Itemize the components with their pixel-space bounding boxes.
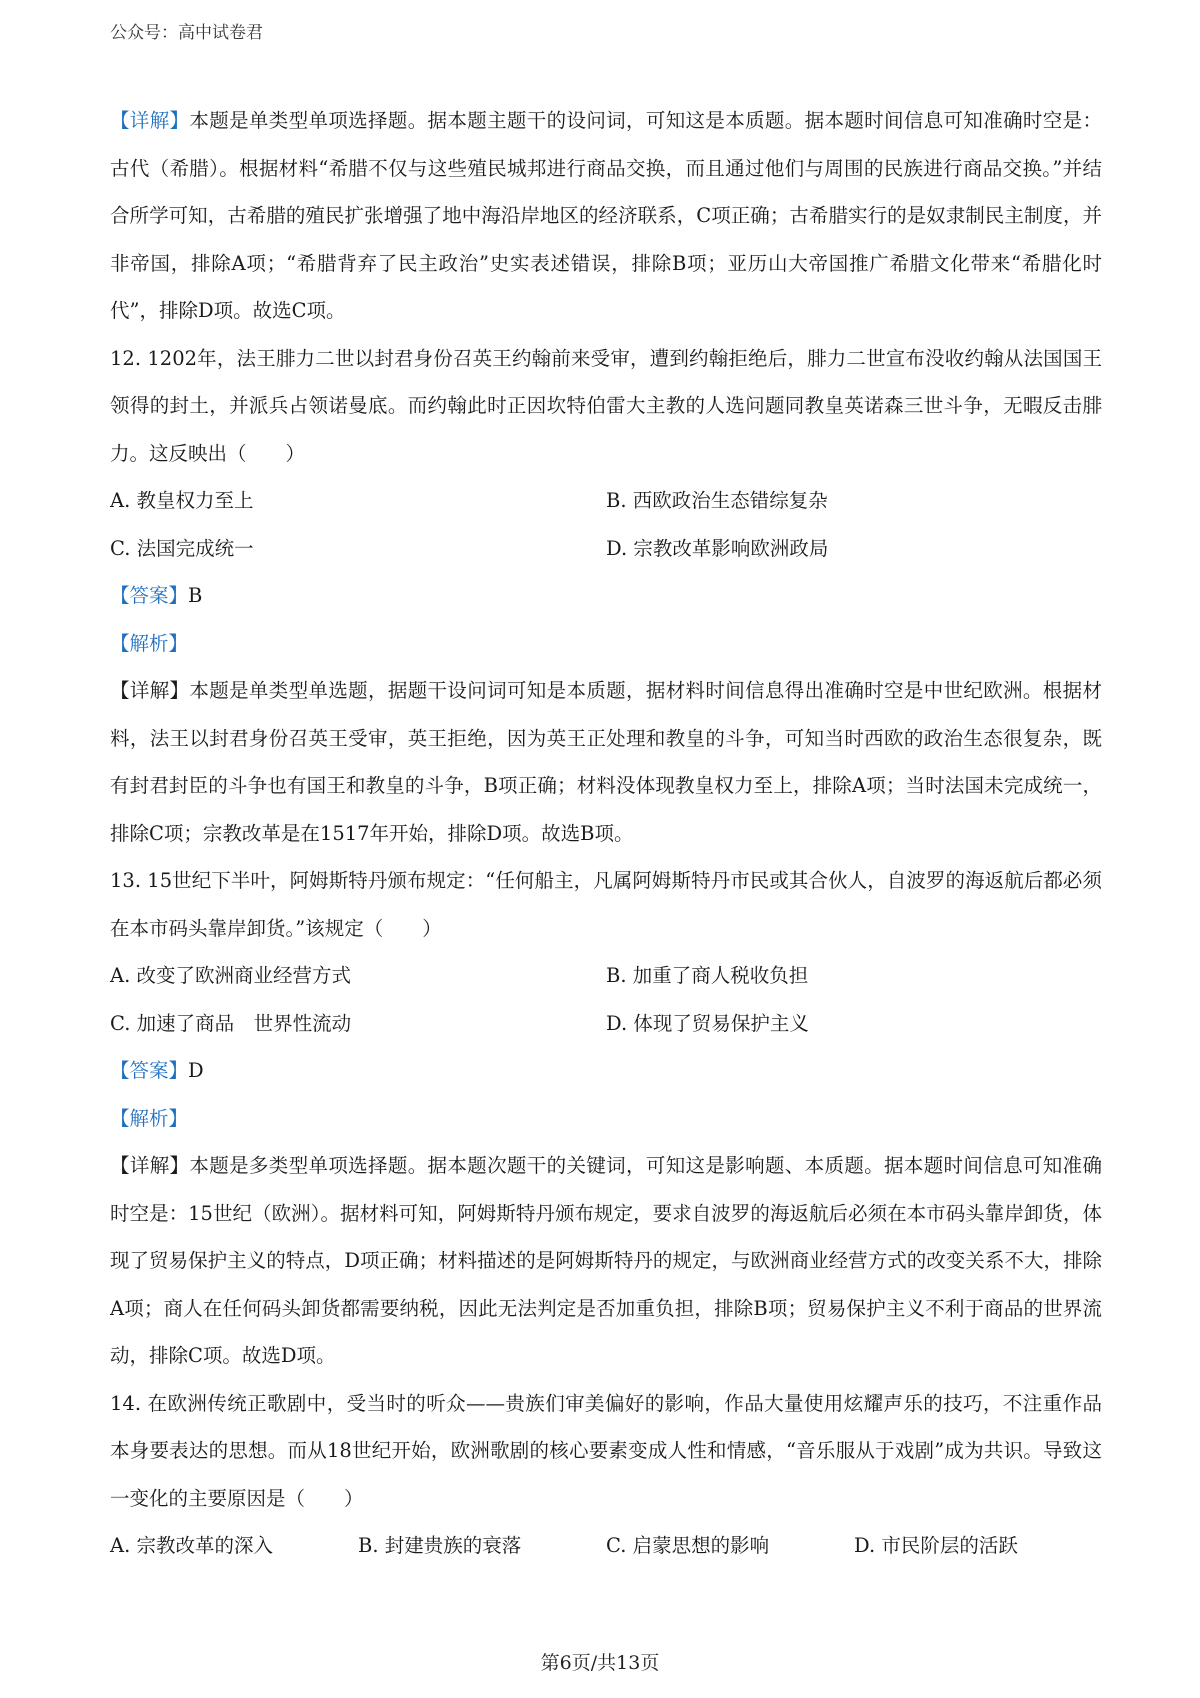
detail-text: 本题是单类型单项选择题。据本题主题干的设问词，可知这是本质题。据本题时间信息可知准确时空是：古代（希腊）。根据材料“希腊不仅与这些殖民城邦进行商品交换，而且通过他们与周围的民族进行商品交换。”并结合所学可知，古希腊的殖民扩张增强了地中海沿岸地区的经济联系，C项正确；古希腊实行的是奴隶制民主制度，并非帝国，排除A项；“希腊背弃了民主政治”史实表述错误，排除B项；亚历山大帝国推广希腊文化带来“希腊化时代”，排除D项。故选C项。 bbox=[110, 109, 1102, 322]
analysis-tag: 【解析】 bbox=[110, 631, 189, 655]
option-c: C. 加速了商品 世界性流动 bbox=[110, 1011, 352, 1035]
q12-stem: 12. 1202年，法王腓力二世以封君身份召英王约翰前来受审，遭到约翰拒绝后，腓力二世宣布没收约翰从法国国王领得的封土，并派兵占领诺曼底。而约翰此时正因坎特伯雷大主教的人选问题同教皇英诺森三世斗争，无暇反击腓力。这反映出（ ） bbox=[110, 346, 1102, 465]
q13-analysis bbox=[110, 1095, 1102, 1143]
option-d: D. 市民阶层的活跃 bbox=[854, 1534, 1018, 1557]
option-a: A. 教皇权力至上 bbox=[110, 489, 254, 512]
q13-options bbox=[110, 952, 1102, 1047]
option-b: B. 加重了商人税收负担 bbox=[606, 964, 809, 987]
answer-value: D bbox=[188, 1059, 204, 1082]
option-d: D. 体现了贸易保护主义 bbox=[606, 1011, 809, 1035]
q12-analysis bbox=[110, 620, 1102, 668]
detail-text: 本题是多类型单项选择题。据本题次题干的关键词，可知这是影响题、本质题。据本题时间信息可知准确时空是：15世纪（欧洲）。据材料可知，阿姆斯特丹颁布规定，要求自波罗的海返航后必须在本市码头靠岸卸货，体现了贸易保护主义的特点，D项正确；材料描述的是阿姆斯特丹的规定，与欧洲商业经营方式的改变关系不大，排除A项；商人在任何码头卸货都需要纳税，因此无法判定是否加重负担，排除B项；贸易保护主义不利于商品的世界流动，排除C项。故选D项。 bbox=[110, 1154, 1102, 1367]
q14-options bbox=[110, 1522, 1102, 1570]
account-header: 公众号：高中试卷君 bbox=[110, 23, 263, 43]
q13-stem: 13. 15世纪下半叶，阿姆斯特丹颁布规定：“任何船主，凡属阿姆斯特丹市民或其合伙人，自波罗的海返航后都必须在本市码头靠岸卸货。”该规定（ ） bbox=[110, 869, 1102, 940]
option-d: D. 宗教改革影响欧洲政局 bbox=[606, 536, 829, 560]
answer-tag: 【答案】 bbox=[110, 584, 189, 607]
q14-stem: 14. 在欧洲传统正歌剧中，受当时的听众——贵族们审美偏好的影响，作品大量使用炫耀声乐的技巧，不注重作品本身要表达的思想。而从18世纪开始，欧洲歌剧的核心要素变成人性和情感，“音乐服从于戏剧”成为共识。导致这一变化的主要原因是（ ） bbox=[110, 1391, 1102, 1510]
option-c: C. 法国完成统一 bbox=[110, 536, 254, 560]
option-b: B. 封建贵族的衰落 bbox=[358, 1534, 522, 1557]
q12-options bbox=[110, 477, 1102, 572]
option-a: A. 宗教改革的深入 bbox=[110, 1534, 273, 1557]
page-number: 第6页/共13页 bbox=[540, 1652, 660, 1674]
analysis-tag: 【解析】 bbox=[110, 1106, 189, 1130]
detail-text: 本题是单类型单选题，据题干设问词可知是本质题，据材料时间信息得出准确时空是中世纪欧洲。根据材料，法王以封君身份召英王受审，英王拒绝，因为英王正处理和教皇的斗争，可知当时西欧的政治生态很复杂，既有封君封臣的斗争也有国王和教皇的斗争，B项正确；材料没体现教皇权力至上，排除A项；当时法国未完成统一，排除C项；宗教改革是在1517年开始，排除D项。故选B项。 bbox=[110, 679, 1102, 845]
option-b: B. 西欧政治生态错综复杂 bbox=[606, 489, 828, 512]
q12-answer bbox=[110, 572, 1102, 620]
option-c: C. 启蒙思想的影响 bbox=[606, 1534, 770, 1557]
answer-value: B bbox=[188, 584, 203, 607]
q13-answer bbox=[110, 1047, 1102, 1095]
option-a: A. 改变了欧洲商业经营方式 bbox=[110, 964, 351, 987]
detail-tag: 【详解】 bbox=[110, 1154, 190, 1177]
q11-detail bbox=[110, 97, 1102, 335]
detail-tag: 【详解】 bbox=[110, 109, 190, 132]
q13-detail bbox=[110, 1142, 1102, 1380]
answer-tag: 【答案】 bbox=[110, 1059, 189, 1082]
page-content bbox=[110, 97, 1102, 1570]
detail-tag: 【详解】 bbox=[110, 679, 190, 702]
q12-detail bbox=[110, 667, 1102, 857]
